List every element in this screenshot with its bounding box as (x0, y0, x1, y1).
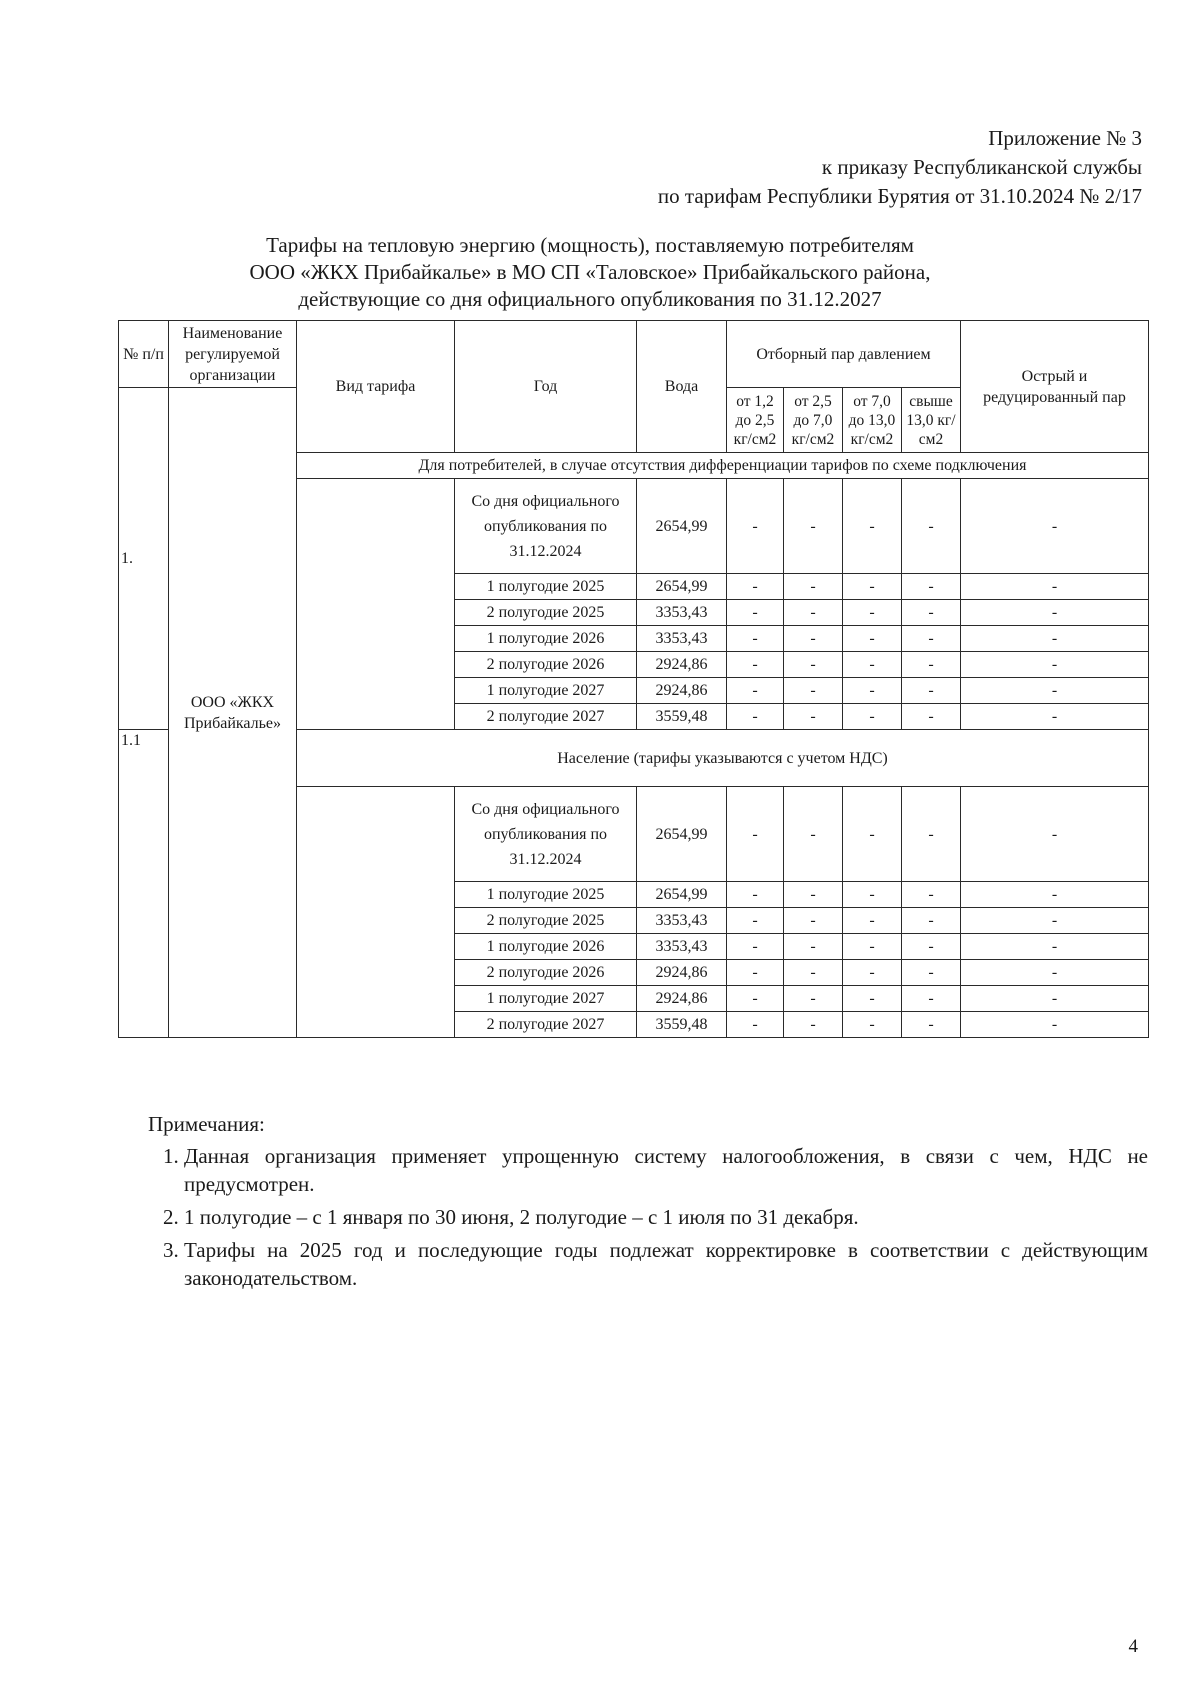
steam-value: - (902, 882, 961, 908)
year-cell: 2 полугодие 2026 (455, 652, 637, 678)
note-item: 3. Тарифы на 2025 год и последующие годы подлежат корректировке в соответствии с действующим законодательством. (184, 1236, 1148, 1292)
year-cell: 2 полугодие 2026 (455, 960, 637, 986)
year-cell: 1 полугодие 2025 (455, 574, 637, 600)
steam-value: - (843, 704, 902, 730)
water-value: 3353,43 (637, 908, 727, 934)
water-value: 2924,86 (637, 986, 727, 1012)
steam-value: - (902, 934, 961, 960)
sharp-steam-value: - (961, 678, 1149, 704)
year-cell: 2 полугодие 2025 (455, 600, 637, 626)
header-steam-1: от 1,2 до 2,5 кг/см2 (727, 388, 784, 453)
steam-value: - (902, 1012, 961, 1038)
sharp-steam-value: - (961, 934, 1149, 960)
water-value: 3353,43 (637, 626, 727, 652)
steam-value: - (784, 934, 843, 960)
steam-value: - (843, 479, 902, 574)
steam-value: - (843, 626, 902, 652)
steam-value: - (784, 652, 843, 678)
steam-value: - (784, 908, 843, 934)
steam-value: - (784, 626, 843, 652)
steam-value: - (784, 1012, 843, 1038)
header-water: Вода (637, 321, 727, 453)
steam-value: - (727, 960, 784, 986)
sharp-steam-value: - (961, 652, 1149, 678)
year-cell: 1 полугодие 2026 (455, 626, 637, 652)
page-number: 4 (1128, 1636, 1138, 1657)
steam-value: - (902, 574, 961, 600)
steam-value: - (843, 600, 902, 626)
steam-value: - (784, 960, 843, 986)
steam-value: - (784, 600, 843, 626)
water-value: 2924,86 (637, 678, 727, 704)
steam-value: - (784, 479, 843, 574)
water-value: 3559,48 (637, 704, 727, 730)
water-value: 2654,99 (637, 787, 727, 882)
header-line-date: по тарифам Республики Бурятия от 31.10.2024 № 2/17 (657, 184, 1142, 208)
water-value: 2924,86 (637, 960, 727, 986)
header-sharp-steam: Острый и редуцированный пар (961, 321, 1149, 453)
steam-value: - (843, 882, 902, 908)
steam-value: - (784, 986, 843, 1012)
steam-value: - (843, 574, 902, 600)
year-cell: 2 полугодие 2025 (455, 908, 637, 934)
steam-value: - (843, 652, 902, 678)
steam-value: - (727, 986, 784, 1012)
steam-value: - (902, 652, 961, 678)
steam-value: - (902, 600, 961, 626)
notes-heading: Примечания: (148, 1112, 265, 1136)
water-value: 3353,43 (637, 600, 727, 626)
sharp-steam-value: - (961, 600, 1149, 626)
note-item: 1. Данная организация применяет упрощенную систему налогообложения, в связи с чем, НДС не предусмотрен. (184, 1142, 1148, 1198)
steam-value: - (727, 678, 784, 704)
steam-value: - (784, 678, 843, 704)
year-cell: 2 полугодие 2027 (455, 704, 637, 730)
sharp-steam-value: - (961, 479, 1149, 574)
tariff-table (118, 320, 1149, 1038)
year-cell: 1 полугодие 2025 (455, 882, 637, 908)
row-number: 1.1 (119, 730, 169, 1038)
sharp-steam-value: - (961, 986, 1149, 1012)
section-title-general: Для потребителей, в случае отсутствия дифференциации тарифов по схеме подключения (297, 453, 1149, 479)
steam-value: - (784, 882, 843, 908)
header-line-order: к приказу Республиканской службы (821, 155, 1142, 179)
sharp-steam-value: - (961, 882, 1149, 908)
steam-value: - (902, 787, 961, 882)
steam-value: - (727, 574, 784, 600)
document-header (658, 124, 1142, 211)
steam-value: - (784, 787, 843, 882)
steam-value: - (784, 574, 843, 600)
steam-value: - (727, 787, 784, 882)
row-number: 1. (119, 388, 169, 730)
water-value: 2654,99 (637, 479, 727, 574)
steam-value: - (902, 960, 961, 986)
water-value: 2654,99 (637, 574, 727, 600)
steam-value: - (843, 787, 902, 882)
steam-value: - (902, 678, 961, 704)
sharp-steam-value: - (961, 574, 1149, 600)
header-year: Год (455, 321, 637, 453)
document-title (0, 232, 1200, 313)
steam-value: - (727, 626, 784, 652)
steam-value: - (843, 934, 902, 960)
steam-value: - (843, 960, 902, 986)
steam-value: - (727, 479, 784, 574)
water-value: 3559,48 (637, 1012, 727, 1038)
sharp-steam-value: - (961, 1012, 1149, 1038)
tariff-type-cell (297, 787, 455, 1038)
header-org: Наименование регулируемой организации (169, 321, 297, 388)
steam-value: - (843, 908, 902, 934)
title-line-3: действующие со дня официального опубликования по 31.12.2027 (298, 287, 882, 311)
sharp-steam-value: - (961, 787, 1149, 882)
section-title-population: Население (тарифы указываются с учетом НДС) (297, 730, 1149, 787)
water-value: 2924,86 (637, 652, 727, 678)
sharp-steam-value: - (961, 960, 1149, 986)
header-steam-2: от 2,5 до 7,0 кг/см2 (784, 388, 843, 453)
steam-value: - (727, 600, 784, 626)
steam-value: - (902, 479, 961, 574)
year-cell: 1 полугодие 2026 (455, 934, 637, 960)
note-item: 2. 1 полугодие – с 1 января по 30 июня, 2 полугодие – с 1 июля по 31 декабря. (184, 1203, 1148, 1231)
tariff-type-cell (297, 479, 455, 730)
year-cell: 1 полугодие 2027 (455, 986, 637, 1012)
sharp-steam-value: - (961, 908, 1149, 934)
header-tariff-type: Вид тарифа (297, 321, 455, 453)
organization-name: ООО «ЖКХ Прибайкалье» (169, 388, 297, 1038)
title-line-1: Тарифы на тепловую энергию (мощность), поставляемую потребителям (266, 233, 914, 257)
sharp-steam-value: - (961, 704, 1149, 730)
steam-value: - (843, 986, 902, 1012)
header-steam-group: Отборный пар давлением (727, 321, 961, 388)
steam-value: - (784, 704, 843, 730)
steam-value: - (843, 1012, 902, 1038)
sharp-steam-value: - (961, 626, 1149, 652)
steam-value: - (902, 626, 961, 652)
notes-section (148, 1110, 1148, 1297)
header-steam-3: от 7,0 до 13,0 кг/см2 (843, 388, 902, 453)
water-value: 3353,43 (637, 934, 727, 960)
steam-value: - (902, 986, 961, 1012)
title-line-2: ООО «ЖКХ Прибайкалье» в МО СП «Таловское» Прибайкальского района, (249, 260, 931, 284)
header-steam-4: свыше 13,0 кг/см2 (902, 388, 961, 453)
steam-value: - (727, 1012, 784, 1038)
year-cell: Со дня официального опубликования по 31.12.2024 (455, 787, 637, 882)
steam-value: - (902, 704, 961, 730)
header-line-appendix: Приложение № 3 (988, 126, 1142, 150)
steam-value: - (902, 908, 961, 934)
year-cell: 1 полугодие 2027 (455, 678, 637, 704)
steam-value: - (727, 704, 784, 730)
notes-list (148, 1142, 1148, 1292)
year-cell: 2 полугодие 2027 (455, 1012, 637, 1038)
steam-value: - (727, 934, 784, 960)
table-header-row (119, 321, 1149, 388)
year-cell: Со дня официального опубликования по 31.12.2024 (455, 479, 637, 574)
water-value: 2654,99 (637, 882, 727, 908)
steam-value: - (843, 678, 902, 704)
steam-value: - (727, 882, 784, 908)
steam-value: - (727, 652, 784, 678)
header-num: № п/п (119, 321, 169, 388)
steam-value: - (727, 908, 784, 934)
